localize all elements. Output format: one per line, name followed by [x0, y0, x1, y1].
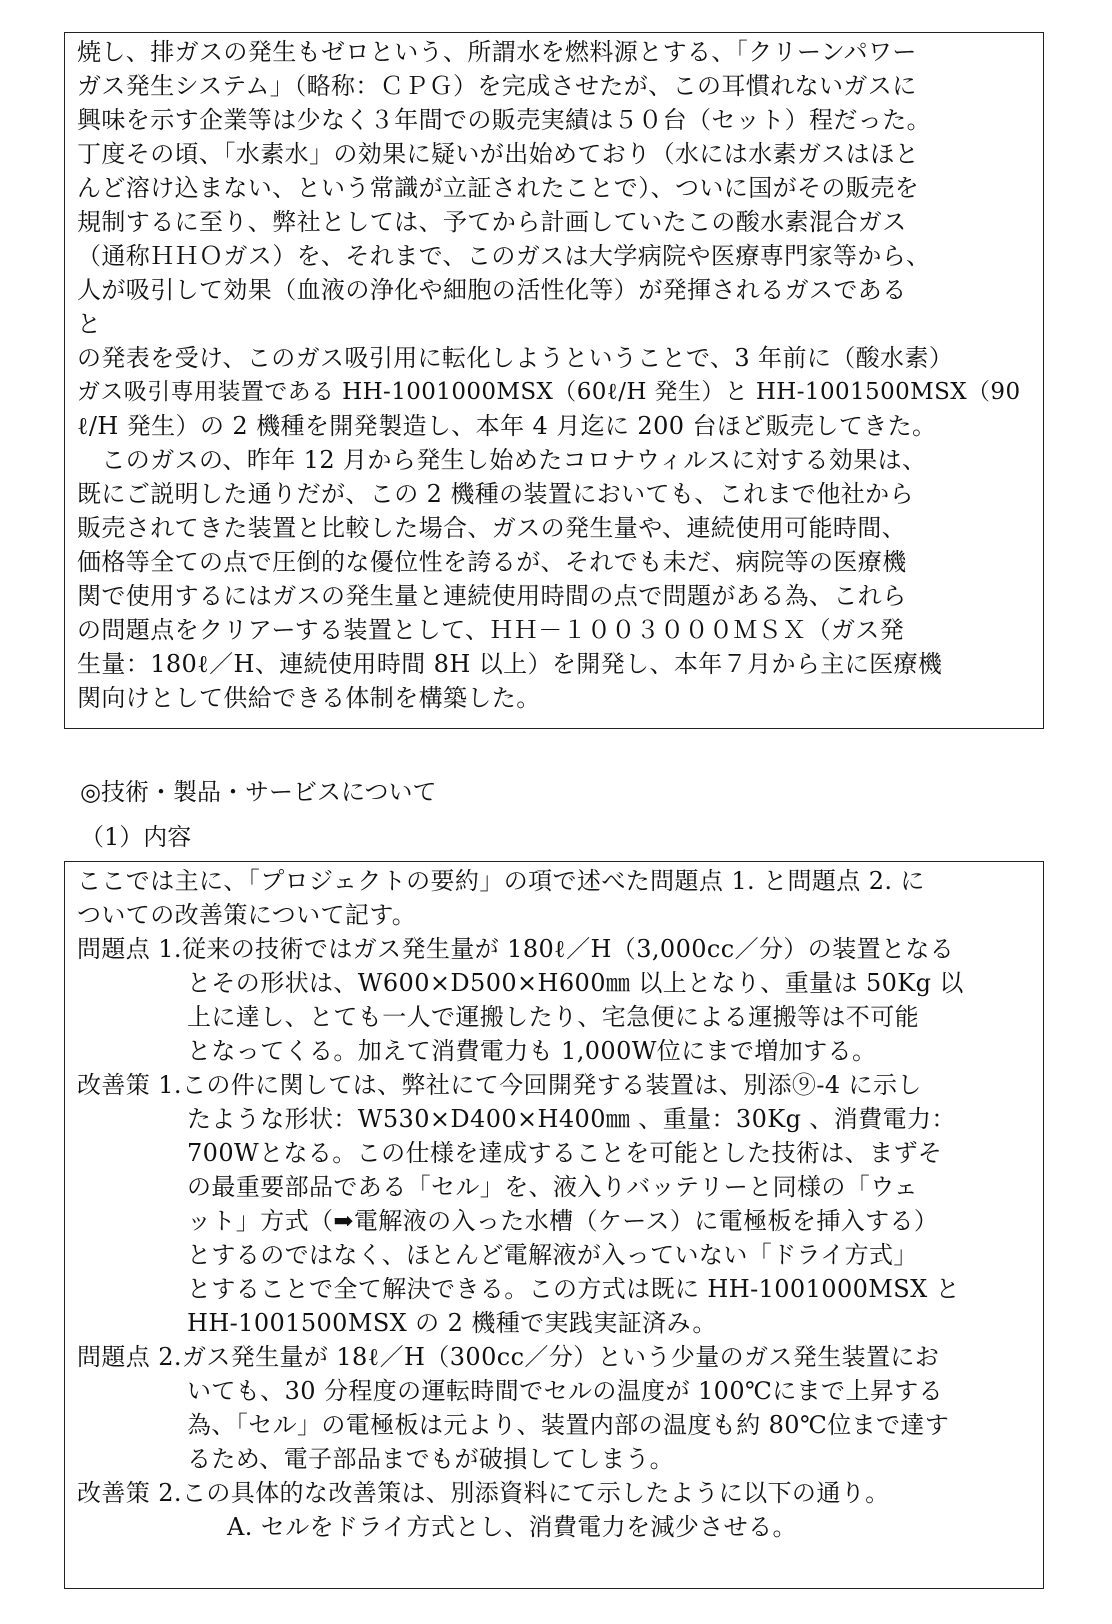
- intro-line: ついての改善策について記す。: [77, 901, 417, 929]
- solution-2-line: [77, 1476, 1033, 1510]
- problem-1-line: となってくる。加えて消費電力も 1,000W位にまで増加する。: [187, 1037, 877, 1065]
- paragraph-line: の問題点をクリアーする装置として、ＨＨ－１００３０００ＭＳＸ（ガス発: [77, 616, 905, 644]
- paragraph-line: このガスの、昨年 12 月から発生し始めたコロナウィルスに対する効果は、: [77, 446, 927, 474]
- solution-1-line: たような形状：W530×D400×H400㎜ 、重量：30Kg 、消費電力：: [187, 1105, 956, 1133]
- solution-1-text: この件に関しては、弊社にて今回開発する装置は、別添⑨-4 に示し: [181, 1071, 922, 1099]
- problem-1-label: 問題点 1.: [77, 935, 182, 963]
- solution-1-line: とすることで全て解決できる。この方式は既に HH-1001000MSX と: [187, 1275, 961, 1303]
- paragraph-line: 関向けとして供給できる体制を構築した。: [77, 684, 541, 712]
- paragraph-line: 焼し、排ガスの発生もゼロという、所謂水を燃料源とする、「クリーンパワー: [77, 38, 917, 66]
- solution-2-item-a: A. セルをドライ方式とし、消費電力を減少させる。: [227, 1513, 797, 1541]
- paragraph-line: 丁度その頃、「水素水」の効果に疑いが出始めており（水には水素ガスはほと: [77, 140, 919, 168]
- paragraph-line: 人が吸引して効果（血液の浄化や細胞の活性化等）が発揮されるガスである: [77, 276, 907, 304]
- paragraph-line: と: [77, 310, 102, 338]
- solution-1-line: HH-1001500MSX の 2 機種で実践実証済み。: [187, 1309, 717, 1337]
- solution-1-line: [77, 1068, 1033, 1102]
- problem-2-line: るため、電子部品までもが破損してしまう。: [187, 1445, 675, 1473]
- solution-1-line: とするのではなく、ほとんど電解液が入っていない「ドライ方式」: [187, 1241, 918, 1269]
- content-text-box: [64, 861, 1044, 1589]
- solution-1-line: 700Wとなる。この仕様を達成することを可能とした技術は、まずそ: [187, 1139, 943, 1167]
- paragraph-line: ガス発生システム」（略称：ＣＰＧ）を完成させたが、この耳慣れないガスに: [77, 72, 917, 100]
- paragraph-line: の発表を受け、このガス吸引用に転化しようということで、3 年前に（酸水素）: [77, 344, 954, 372]
- paragraph-line: 販売されてきた装置と比較した場合、ガスの発生量や、連続使用可能時間、: [77, 514, 907, 542]
- paragraph-line: 生量：180ℓ／H、連続使用時間 8H 以上）を開発し、本年７月から主に医療機: [77, 650, 943, 678]
- paragraph-line: 興味を示す企業等は少なく３年間での販売実績は５０台（セット）程だった。: [77, 106, 931, 134]
- paragraph-line: （通称ＨＨＯガス）を、それまで、このガスは大学病院や医療専門家等から、: [77, 242, 931, 270]
- problem-1-line: 上に達し、とても一人で運搬したり、宅急便による運搬等は不可能: [187, 1003, 919, 1031]
- problem-2-label: 問題点 2.: [77, 1343, 182, 1371]
- intro-line: ここでは主に、「プロジェクトの要約」の項で述べた問題点 1. と問題点 2. に: [77, 867, 925, 895]
- problem-1-text: 従来の技術ではガス発生量が 180ℓ／H（3,000cc／分）の装置となる: [181, 935, 955, 963]
- paragraph-line: んど溶け込まない、という常識が立証されたことで）、ついに国がその販売を: [77, 174, 919, 202]
- section-title: ◎技術・製品・サービスについて: [80, 778, 437, 806]
- problem-1-line: とその形状は、W600×D500×H600㎜ 以上となり、重量は 50Kg 以: [187, 969, 964, 997]
- problem-2-line: 為、「セル」の電極板は元より、装置内部の温度も約 80℃位まで達す: [187, 1411, 950, 1439]
- solution-2-text: この具体的な改善策は、別添資料にて示したように以下の通り。: [181, 1479, 890, 1507]
- solution-1-line: の最重要部品である「セル」を、液入りバッテリーと同様の「ウェ: [187, 1173, 919, 1201]
- solution-1-line: ット」方式（➡電解液の入った水槽（ケース）に電極板を挿入する）: [187, 1207, 939, 1235]
- solution-2-label: 改善策 2.: [77, 1479, 182, 1507]
- paragraph-line: ℓ/H 発生）の 2 機種を開発製造し、本年 4 月迄に 200 台ほど販売してきた。: [77, 412, 937, 440]
- problem-2-line: いても、30 分程度の運転時間でセルの温度が 100℃にまで上昇する: [187, 1377, 944, 1405]
- problem-2-text: ガス発生量が 18ℓ／H（300cc／分）という少量のガス発生装置にお: [181, 1343, 940, 1371]
- problem-1-line: [77, 932, 1033, 966]
- section-subtitle: （1）内容: [80, 823, 192, 851]
- paragraph-line: ガス吸引専用装置である HH-1001000MSX（60ℓ/H 発生）と HH-1001500MSX（90: [77, 379, 1021, 405]
- paragraph-line: 関で使用するにはガスの発生量と連続使用時間の点で問題がある為、これら: [77, 582, 907, 610]
- paragraph-line: 規制するに至り、弊社としては、予てから計画していたこの酸水素混合ガス: [77, 208, 907, 236]
- problem-2-line: [77, 1340, 1033, 1374]
- paragraph-line: 既にご説明した通りだが、この 2 機種の装置においても、これまで他社から: [77, 480, 914, 508]
- solution-1-label: 改善策 1.: [77, 1071, 182, 1099]
- paragraph-line: 価格等全ての点で圧倒的な優位性を誇るが、それでも未だ、病院等の医療機: [77, 548, 907, 576]
- background-text-box: [64, 32, 1044, 729]
